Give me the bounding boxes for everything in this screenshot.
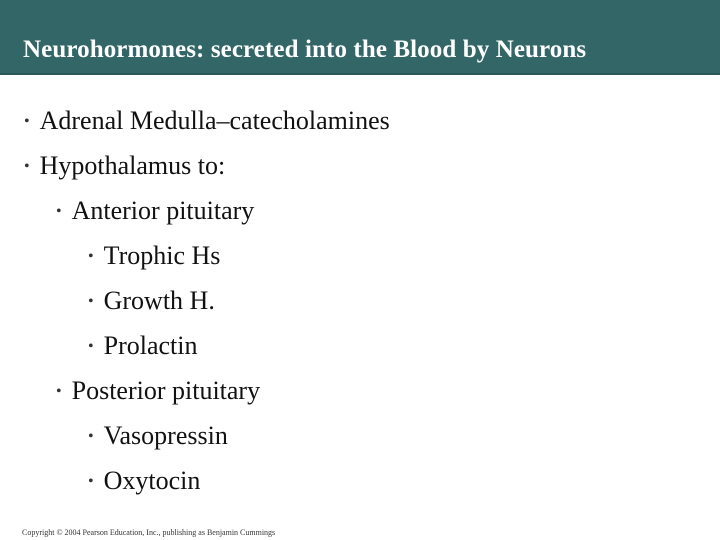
bullet-text: Posterior pituitary <box>71 376 261 405</box>
bullet-vasopressin <box>88 421 228 451</box>
bullet-dot-icon: • <box>24 113 30 130</box>
bullet-dot-icon: • <box>56 203 62 220</box>
bullet-posterior-pituitary <box>56 376 260 406</box>
bullet-text: Prolactin <box>103 331 198 360</box>
bullet-dot-icon: • <box>56 383 62 400</box>
bullet-text: Anterior pituitary <box>71 196 255 225</box>
bullet-adrenal-medulla <box>24 106 390 136</box>
bullet-dot-icon: • <box>88 473 94 490</box>
slide-title: Neurohormones: secreted into the Blood by Neurons <box>23 36 587 63</box>
bullet-text: Oxytocin <box>103 466 201 495</box>
copyright-footer: Copyright © 2004 Pearson Education, Inc., publishing as Benjamin Cummings <box>22 528 276 537</box>
bullet-dot-icon: • <box>88 338 94 355</box>
bullet-dot-icon: • <box>88 293 94 310</box>
bullet-text: Vasopressin <box>103 421 228 450</box>
bullet-text: Adrenal Medulla–catecholamines <box>39 106 390 135</box>
bullet-prolactin <box>88 331 197 361</box>
bullet-dot-icon: • <box>24 158 30 175</box>
bullet-dot-icon: • <box>88 248 94 265</box>
bullet-text: Growth H. <box>103 286 215 315</box>
bullet-text: Hypothalamus to: <box>39 151 226 180</box>
bullet-text: Trophic Hs <box>103 241 221 270</box>
bullet-anterior-pituitary <box>56 196 254 226</box>
bullet-trophic-hormones <box>88 241 220 271</box>
bullet-oxytocin <box>88 466 200 496</box>
bullet-dot-icon: • <box>88 428 94 445</box>
bullet-growth-hormone <box>88 286 215 316</box>
bullet-hypothalamus <box>24 151 225 181</box>
